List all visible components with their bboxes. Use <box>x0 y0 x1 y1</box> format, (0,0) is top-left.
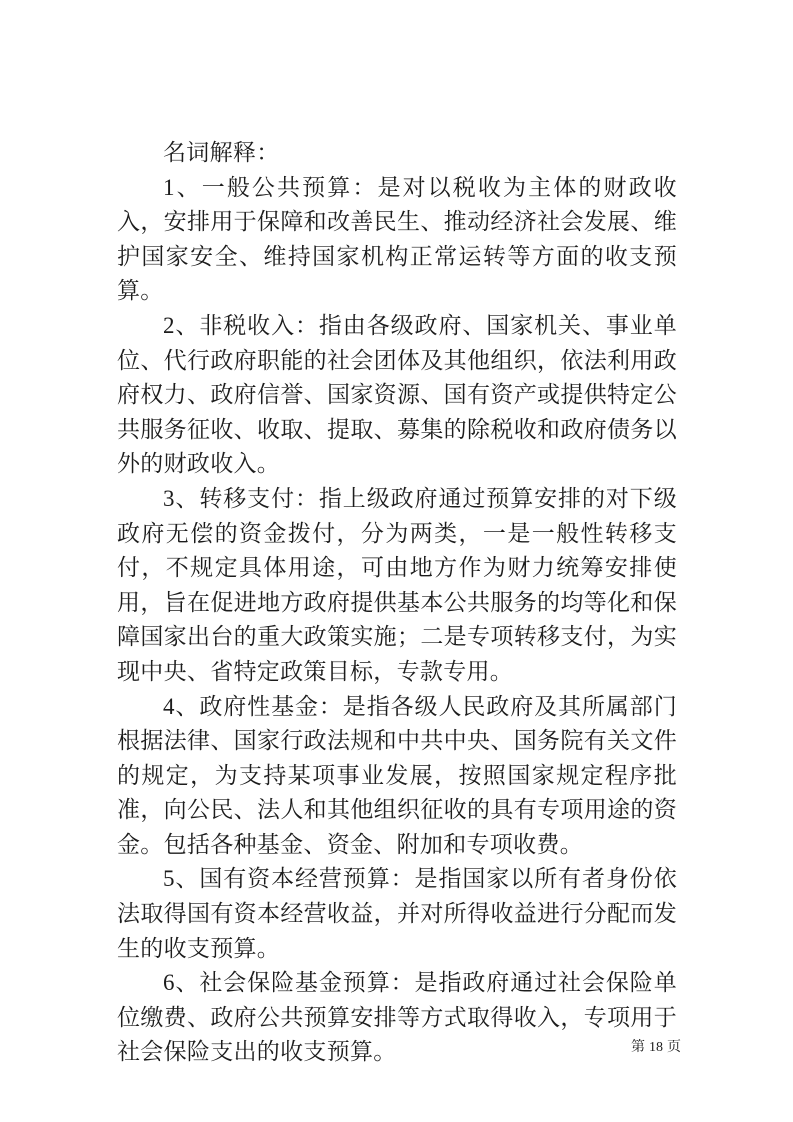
glossary-heading: 名词解释： <box>163 140 280 165</box>
term-paragraph-government-funds: 4、政府性基金：是指各级人民政府及其所属部门根据法律、国家行政法规和中共中央、国务院有关文件的规定，为支持某项事业发展，按照国家规定程序批准，向公民、法人和其他组织征收的具有专项用途的资金。包括各种基金、资金、附加和专项收费。 <box>117 693 677 857</box>
page-number-suffix: 页 <box>667 1040 681 1055</box>
term-paragraph-transfer-payments: 3、转移支付：指上级政府通过预算安排的对下级政府无偿的资金拨付，分为两类，一是一般性转移支付，不规定具体用途，可由地方作为财力统筹安排使用，旨在促进地方政府提供基本公共服务的均等化和保障国家出台的重大政策实施；二是专项转移支付，为实现中央、省特定政策目标，专款专用。 <box>117 485 677 684</box>
term-paragraph-state-capital-budget: 5、国有资本经营预算：是指国家以所有者身份依法取得国有资本经营收益，并对所得收益进行分配而发生的收支预算。 <box>117 866 677 961</box>
page-number-value: 18 <box>649 1040 663 1055</box>
term-paragraph-social-insurance-budget: 6、社会保险基金预算：是指政府通过社会保险单位缴费、政府公共预算安排等方式取得收入，专项用于社会保险支出的收支预算。 <box>117 970 677 1065</box>
page-number-prefix: 第 <box>631 1040 645 1055</box>
term-paragraph-general-public-budget: 1、一般公共预算：是对以税收为主体的财政收入，安排用于保障和改善民生、推动经济社会发展、维护国家安全、维持国家机构正常运转等方面的收支预算。 <box>117 174 677 304</box>
document-body <box>117 136 677 1070</box>
page-number-footer <box>631 1039 681 1057</box>
term-paragraph-non-tax-revenue: 2、非税收入：指由各级政府、国家机关、事业单位、代行政府职能的社会团体及其他组织，依法利用政府权力、政府信誉、国家资源、国有资产或提供特定公共服务征收、收取、提取、募集的除税收和政府债务以外的财政收入。 <box>117 312 677 477</box>
